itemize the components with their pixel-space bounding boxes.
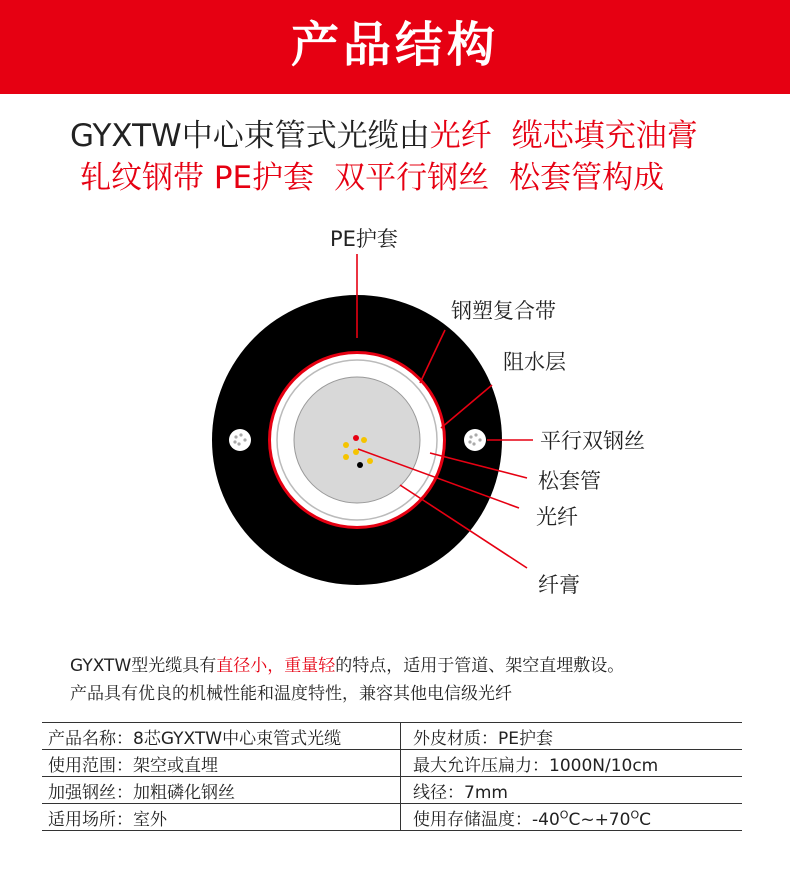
table-row bbox=[42, 750, 742, 777]
table-row bbox=[42, 777, 742, 804]
headline-red-fiber: 光纤 bbox=[429, 118, 492, 154]
temp-mid: C~+70 bbox=[568, 809, 631, 830]
spec-usage: 使用范围：架空或直埋 bbox=[42, 750, 401, 777]
label-water-block: 阻水层 bbox=[503, 350, 566, 374]
spec-crush-force: 最大允许压扁力：1000N/10cm bbox=[401, 750, 743, 777]
table-row bbox=[42, 723, 742, 750]
spec-location: 适用场所：室外 bbox=[42, 804, 401, 831]
label-loose-tube: 松套管 bbox=[538, 469, 601, 493]
description-text-b: 的特点，适用于管道、架空直埋敷设。 bbox=[335, 656, 625, 676]
spec-product-name: 产品名称：8芯GYXTW中心束管式光缆 bbox=[42, 723, 401, 750]
label-steel-wires: 平行双钢丝 bbox=[540, 429, 645, 453]
temp-prefix: 使用存储温度：-40 bbox=[413, 809, 560, 830]
headline-item-2: 双平行钢丝 bbox=[334, 160, 490, 196]
headline-red-gel: 缆芯填充油膏 bbox=[511, 118, 698, 154]
spec-strength-wire: 加强钢丝：加粗磷化钢丝 bbox=[42, 777, 401, 804]
label-steel-tape: 钢塑复合带 bbox=[451, 299, 556, 323]
temp-suffix: C bbox=[639, 809, 651, 830]
label-fiber: 光纤 bbox=[536, 505, 578, 529]
degree-mark-2: O bbox=[630, 807, 640, 821]
label-pe-sheath: PE护套 bbox=[330, 227, 398, 251]
headline-prefix: GYXTW中心束管式光缆由 bbox=[70, 118, 430, 154]
headline-item-1: 轧纹钢带 PE护套 bbox=[80, 160, 315, 196]
spec-diameter: 线径：7mm bbox=[401, 777, 743, 804]
degree-mark-1: O bbox=[559, 807, 569, 821]
spec-table bbox=[42, 722, 742, 831]
banner-title: 产品结构 bbox=[290, 17, 499, 73]
headline-line-1 bbox=[70, 116, 698, 156]
description-line-1 bbox=[70, 653, 624, 679]
cable-cross-section-diagram bbox=[0, 200, 790, 620]
headline-item-3: 松套管构成 bbox=[509, 160, 665, 196]
spec-temperature bbox=[401, 804, 743, 831]
description-highlight: 直径小，重量轻 bbox=[216, 656, 336, 676]
header-banner bbox=[0, 0, 790, 94]
table-row bbox=[42, 804, 742, 831]
description-line-2: 产品具有优良的机械性能和温度特性，兼容其他电信级光纤 bbox=[70, 684, 512, 704]
headline-line-2 bbox=[80, 158, 664, 198]
spec-sheath-material: 外皮材质：PE护套 bbox=[401, 723, 743, 750]
label-gel: 纤膏 bbox=[538, 573, 580, 597]
steel-wire-left bbox=[229, 429, 251, 451]
steel-wire-right bbox=[464, 429, 486, 451]
description-text-a: GYXTW型光缆具有 bbox=[70, 656, 217, 676]
